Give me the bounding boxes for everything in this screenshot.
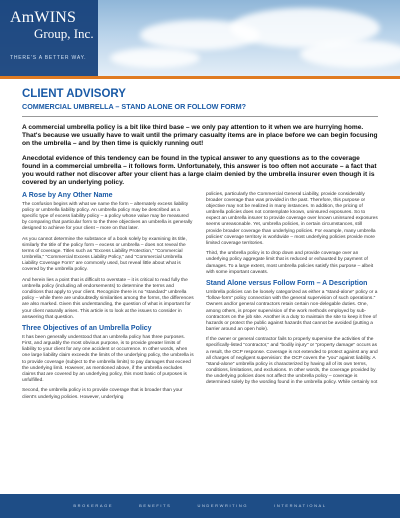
intro-paragraph-1: A commercial umbrella policy is a bit like third base – we only pay attention to it when we are hurrying home. That's because we usually have to wait until the primary casualty items are in place before we can begin focusing on the umbrella – and by then time is quickly running out! [22, 124, 378, 147]
paragraph: Umbrella policies can be loosely categorized as either a "stand-alone" policy or a "follow-form" policy connection with the general supervision of such operations." Owners and/or general contractors retain certain non-delegable duties. One, among others, is proper supervision of the work methods employed by sub-contractors on the job site. Another is a duty to maintain the site to keep it free of hazards or protect the public against hazards that cannot be avoided (putting a barrier around an open hole). [206, 290, 378, 332]
footer-item-international: INTERNATIONAL [274, 503, 327, 508]
section-heading: Stand Alone versus Follow Form – A Description [206, 280, 368, 288]
footer-item-underwriting: UNDERWRITING [197, 503, 249, 508]
page-subtitle: COMMERCIAL UMBRELLA – STAND ALONE OR FOLLOW FORM? [22, 102, 246, 111]
section-heading: A Rose by Any Other Name [22, 192, 113, 199]
header-banner [0, 0, 400, 76]
intro-paragraph-2: Anecdotal evidence of this tendency can be found in the typical answer to any questions as to the coverage found in a commercial umbrella – it follows form. Unfortunately, this answer is too often not accurate – a fact that you would rather not discover after your client has a large claim denied by the umbrella insurer even though it is covered by an underlying policy. [22, 155, 377, 186]
right-column [206, 192, 378, 391]
paragraph: policies, particularly the Commercial General Liability, provide considerably broader coverage than was provided in the past. Therefore, this purpose or objective may not be realized in many instances. In addition, the pricing of umbrella policies does not contemplate known, uninsured exposures. So to expect an umbrella insurer to provide coverage over known uninsured exposures seems unreasonable. Yet, umbrella policies, in certain circumstances, still provide broader coverage than underlying policies. For example, many umbrella policies' coverage territory is worldwide – most underlying policies provide more limited coverage territories. [206, 192, 378, 246]
footer-item-brokerage: BROKERAGE [73, 503, 114, 508]
footer-item-benefits: BENEFITS [139, 503, 172, 508]
paragraph: And herein lies a point that is difficult to overstate – it is critical to read fully the umbrella policy (including all endorsements) to determine the terms and conditions that apply to your client. Recognize there is no "standard" umbrella policy – while there are undoubtedly similarities among the forms, the differences are also marked. Given this understanding, the question of what is important for your client naturally arises. This article is to look at the issues to consider in answering that question. [22, 278, 194, 320]
paragraph: Third, the umbrella policy is to drop down and provide coverage over an underlying policy aggregate limit that is reduced or exhausted by payment of damages. To a large extent, most umbrella policies satisfy this purpose – albeit with some important caveats. [206, 251, 374, 275]
paragraph: It has been generally understood that an umbrella policy has three purposes. First, and arguably the most obvious purpose, is to provide greater limits of liability to your client for any one accident or occurrence. In other words, when one large liability claim exceeds the limits of the underlying policy, the umbrella is to provide coverage (subject to the umbrella limits) to pay damages that exceed the underlying limit. However, as mentioned above, if the umbrella excludes claims that are covered by an underlying policy, this most basic of purposes is unfulfilled. [22, 335, 194, 383]
footer-bar [0, 494, 400, 518]
left-column [22, 192, 194, 405]
paragraph: The confusion begins with what we name the form – alternately excess liability policy or umbrella liability policy. An umbrella policy may be described as a specific type of excess liability policy – a policy whose value may be measured by comparing that particular form to the three objectives an umbrella is generally designed to achieve for your client – more on that later. [22, 202, 193, 232]
title-divider [22, 116, 378, 117]
paragraph: Second, the umbrella policy is to provide coverage that is broader than your client's underlying policies. However, underlying [22, 388, 183, 400]
logo-subtitle: Group, Inc. [34, 26, 94, 41]
tagline: THERE'S A BETTER WAY. [10, 55, 87, 61]
logo [0, 0, 98, 76]
header-rule [0, 76, 400, 79]
section-heading: Three Objectives of an Umbrella Policy [22, 325, 152, 333]
page-title: CLIENT ADVISORY [22, 88, 126, 100]
paragraph: If the owner or general contractor fails to properly supervise the activities of the specifically-listed "contractor," and "bodily injury" or "property damage" occurs as a result, the OCP response. Coverage is not extended to protect against any and all charges of negligent supervision: the OCP covers the "you" against liability. A "stand-alone" umbrella policy is characterized by having all of its own terms, conditions, limitations, and exclusions. In other words, the coverage provided by the underlying policies does not affect the umbrella policy – coverage is determined solely by the wording found in the umbrella policy. While certainly not [206, 337, 378, 386]
paragraph: As you cannot determine the substance of a book solely by examining its title, similarly the title of the policy form – excess or umbrella – does not reveal the terms of coverage. Titles such as "Excess Liability Protection," "Commercial Umbrella," "Commercial Excess Liability Policy," and "Commercial Umbrella Liability Coverage Form" are commonly used, but reveal little about what is covered by the umbrella policy. [22, 236, 187, 273]
logo-name: AmWINS [10, 9, 77, 26]
